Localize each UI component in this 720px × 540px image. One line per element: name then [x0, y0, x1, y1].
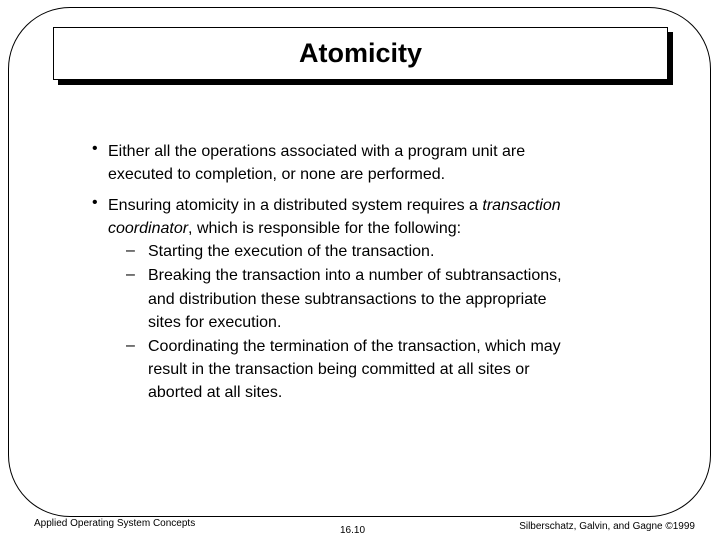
- sub-2-line-3: sites for execution.: [148, 314, 282, 331]
- footer-left: Applied Operating System Concepts: [34, 518, 196, 529]
- dash-icon: –: [126, 242, 135, 259]
- emphasis: coordinator: [108, 220, 189, 237]
- text: , which is responsible for the following:: [188, 220, 462, 237]
- sub-2-line-2: and distribution these subtransactions to the appropriate: [148, 291, 547, 308]
- sub-3-line-2: result in the transaction being committed at all sites or: [148, 361, 530, 378]
- text: Ensuring atomicity in a distributed system requires a: [108, 197, 483, 214]
- bullet-1-line-2: executed to completion, or none are performed.: [108, 166, 446, 183]
- bullet-icon: •: [92, 140, 98, 157]
- bullet-2-line-1: [108, 196, 561, 216]
- footer-page-number: 16.10: [340, 525, 366, 536]
- title-box: [53, 27, 668, 80]
- bullet-1-line-1: Either all the operations associated with a program unit are: [108, 143, 526, 160]
- sub-3-line-3: aborted at all sites.: [148, 384, 283, 401]
- slide-title: Atomicity: [298, 38, 423, 68]
- sub-2-line-1: Breaking the transaction into a number of subtransactions,: [148, 267, 562, 284]
- dash-icon: –: [126, 266, 135, 283]
- sub-3-line-1: Coordinating the termination of the transaction, which may: [148, 338, 561, 355]
- sub-1-line-1: Starting the execution of the transaction.: [148, 243, 435, 260]
- dash-icon: –: [126, 337, 135, 354]
- footer-right: Silberschatz, Galvin, and Gagne ©1999: [519, 521, 695, 532]
- bullet-icon: •: [92, 194, 98, 211]
- emphasis: transaction: [482, 197, 561, 214]
- bullet-2-line-2: [108, 219, 461, 239]
